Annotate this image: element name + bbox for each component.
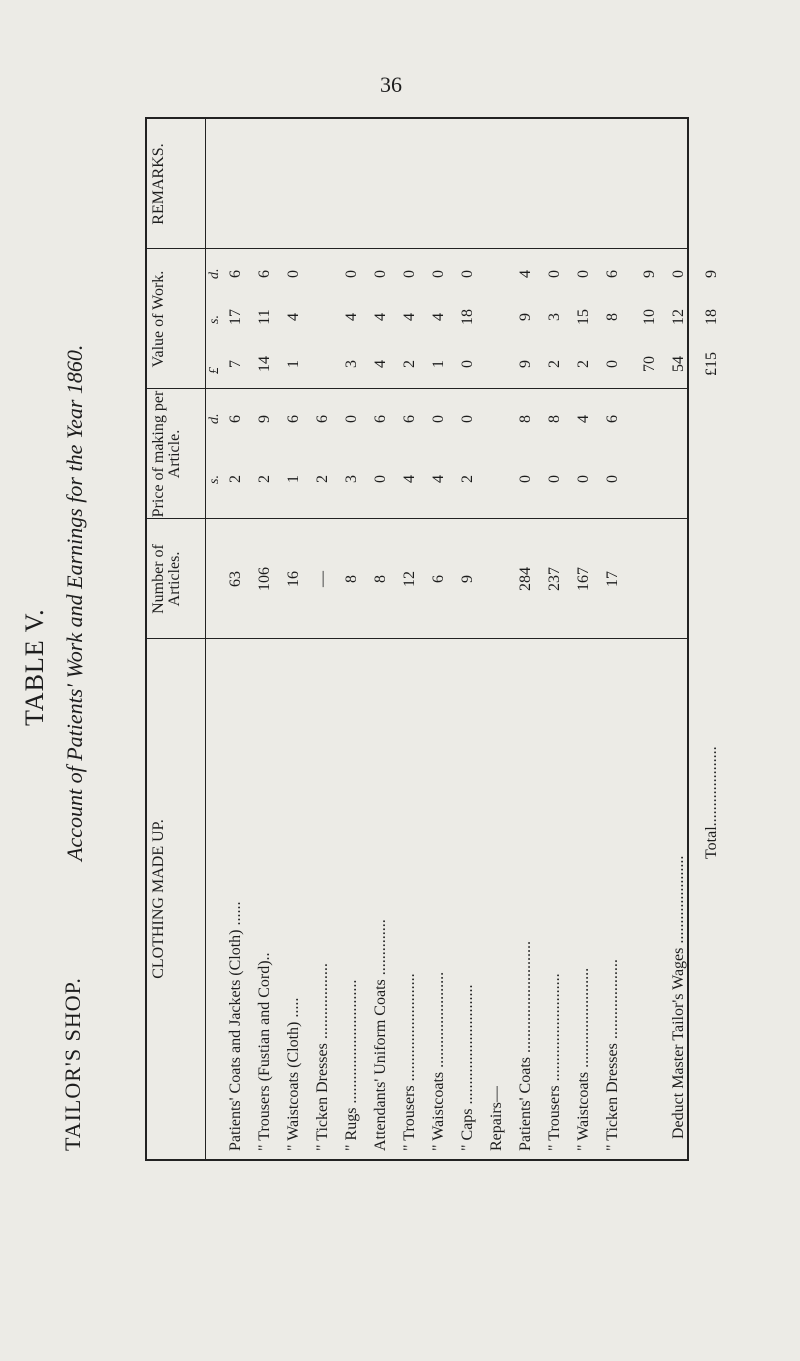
value-s-cell: 3 <box>546 313 563 321</box>
subtotal-l: 70 <box>641 356 658 372</box>
value-d-cell: 4 <box>517 270 534 278</box>
header-remarks: REMARKS. <box>150 143 167 225</box>
header-value: Value of Work. <box>150 270 167 368</box>
price-d-cell: 9 <box>256 415 273 423</box>
number-cell: 9 <box>459 575 476 583</box>
number-cell: 237 <box>546 567 563 591</box>
row-label: " Trousers (Fustian and Cord).. <box>256 952 273 1151</box>
table-label: TABLE V. <box>20 608 49 726</box>
number-cell: 8 <box>372 575 389 583</box>
price-s-cell: 0 <box>517 475 534 483</box>
number-cell: — <box>314 571 331 587</box>
price-s-cell: 4 <box>430 475 447 483</box>
row-label: " Trousers ........................... <box>546 973 563 1151</box>
divider <box>147 388 687 389</box>
number-cell: 12 <box>401 571 418 587</box>
value-d-cell: 0 <box>343 270 360 278</box>
unit-s: s. <box>207 315 222 324</box>
number-cell: 6 <box>430 575 447 583</box>
deduct-s: 12 <box>670 309 687 325</box>
subtotal-d: 9 <box>641 270 658 278</box>
number-cell: 17 <box>604 571 621 587</box>
price-d-cell: 6 <box>401 415 418 423</box>
price-d-cell: 6 <box>604 415 621 423</box>
value-l-cell: 3 <box>343 360 360 368</box>
total-l: £15 <box>703 352 720 376</box>
page-number: 36 <box>380 72 402 97</box>
value-s-cell: 17 <box>227 309 244 325</box>
value-d-cell: 0 <box>546 270 563 278</box>
deduct-d: 0 <box>670 270 687 278</box>
value-s-cell: 4 <box>285 313 302 321</box>
deduct-l: 54 <box>670 356 687 372</box>
row-label: " Caps .............................. <box>459 984 476 1151</box>
shop-name: TAILOR'S SHOP. <box>60 977 85 1151</box>
value-s-cell: 4 <box>430 313 447 321</box>
price-s-cell: 1 <box>285 475 302 483</box>
value-d-cell: 0 <box>372 270 389 278</box>
price-s-cell: 2 <box>459 475 476 483</box>
value-l-cell: 7 <box>227 360 244 368</box>
row-label: Patients' Coats ............................ <box>517 941 534 1151</box>
price-s-cell: 0 <box>604 475 621 483</box>
unit-s: s. <box>207 475 222 484</box>
value-s-cell: 4 <box>343 313 360 321</box>
row-label: " Trousers ........................... <box>401 973 418 1151</box>
value-d-cell: 0 <box>459 270 476 278</box>
price-d-cell: 0 <box>343 415 360 423</box>
value-l-cell: 1 <box>430 360 447 368</box>
row-label: " Waistcoats ......................... <box>575 967 592 1151</box>
price-d-cell: 6 <box>372 415 389 423</box>
row-label: Patients' Coats and Jackets (Cloth) ...... <box>227 901 244 1151</box>
value-l-cell: 2 <box>546 360 563 368</box>
value-l-cell: 2 <box>575 360 592 368</box>
value-s-cell: 11 <box>256 309 273 325</box>
value-d-cell: 6 <box>604 270 621 278</box>
header-clothing: CLOTHING MADE UP. <box>150 819 167 979</box>
subtotal-s: 10 <box>641 309 658 325</box>
row-label: " Ticken Dresses .................... <box>604 959 621 1151</box>
header-price: Price of making per Article. <box>150 390 183 518</box>
number-cell: 167 <box>575 567 592 591</box>
work-table <box>145 117 720 1161</box>
value-s-cell: 4 <box>372 313 389 321</box>
value-l-cell: 4 <box>372 360 389 368</box>
value-d-cell: 0 <box>430 270 447 278</box>
price-s-cell: 2 <box>256 475 273 483</box>
value-l-cell: 2 <box>401 360 418 368</box>
value-d-cell: 6 <box>256 270 273 278</box>
number-cell: 16 <box>285 571 302 587</box>
value-l-cell: 1 <box>285 360 302 368</box>
price-d-cell: 8 <box>546 415 563 423</box>
value-d-cell: 0 <box>575 270 592 278</box>
row-label: " Waistcoats (Cloth) ..... <box>285 997 302 1151</box>
price-s-cell: 0 <box>546 475 563 483</box>
value-s-cell: 8 <box>604 313 621 321</box>
deduct-label: Deduct Master Tailor's Wages ...................... <box>670 855 687 1139</box>
row-label: Repairs— <box>488 1086 505 1151</box>
table-caption: Account of Patients' Work and Earnings for the Year 1860. <box>62 344 87 861</box>
unit-pound: £ <box>207 367 222 374</box>
number-cell: 8 <box>343 575 360 583</box>
row-label: " Waistcoats ........................ <box>430 971 447 1151</box>
number-cell: 106 <box>256 567 273 591</box>
value-s-cell: 9 <box>517 313 534 321</box>
header-number: Number of Articles. <box>150 544 183 614</box>
price-d-cell: 4 <box>575 415 592 423</box>
price-s-cell: 2 <box>314 475 331 483</box>
header-rule <box>205 119 206 1159</box>
value-l-cell: 0 <box>604 360 621 368</box>
value-l-cell: 0 <box>459 360 476 368</box>
price-s-cell: 3 <box>343 475 360 483</box>
total-s: 18 <box>703 309 720 325</box>
row-label: " Rugs ............................... <box>343 979 360 1151</box>
value-d-cell: 6 <box>227 270 244 278</box>
price-s-cell: 0 <box>372 475 389 483</box>
total-d: 9 <box>703 270 720 278</box>
price-s-cell: 0 <box>575 475 592 483</box>
unit-d: d. <box>207 413 222 424</box>
divider <box>147 248 687 249</box>
number-cell: 284 <box>517 567 534 591</box>
unit-d: d. <box>207 268 222 279</box>
value-d-cell: 0 <box>285 270 302 278</box>
value-l-cell: 14 <box>256 356 273 372</box>
total-label: Total.................... <box>703 746 720 859</box>
price-d-cell: 0 <box>459 415 476 423</box>
price-d-cell: 8 <box>517 415 534 423</box>
number-cell: 63 <box>227 571 244 587</box>
price-d-cell: 6 <box>227 415 244 423</box>
value-s-cell: 4 <box>401 313 418 321</box>
value-l-cell: 9 <box>517 360 534 368</box>
row-label: " Ticken Dresses ................... <box>314 963 331 1151</box>
value-d-cell: 0 <box>401 270 418 278</box>
price-s-cell: 2 <box>227 475 244 483</box>
price-d-cell: 0 <box>430 415 447 423</box>
price-d-cell: 6 <box>285 415 302 423</box>
price-d-cell: 6 <box>314 415 331 423</box>
price-s-cell: 4 <box>401 475 418 483</box>
value-s-cell: 15 <box>575 309 592 325</box>
value-s-cell: 18 <box>459 309 476 325</box>
row-label: Attendants' Uniform Coats .............. <box>372 919 389 1151</box>
